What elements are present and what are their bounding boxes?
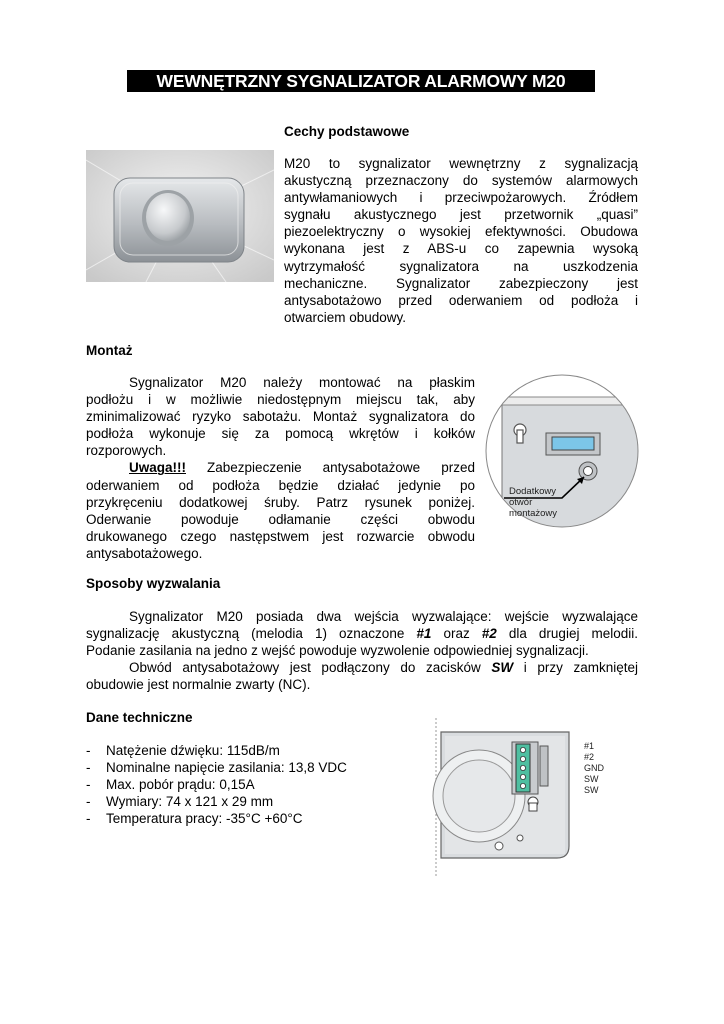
text-span: dla drugiej melodii.: [496, 626, 639, 642]
features-line: wytrzymałość sygnalizatora na uszkodzenia: [284, 258, 638, 274]
triggering-line: obudowie jest normalnie zwarty (NC).: [86, 677, 311, 693]
terminal-label: GND: [584, 763, 604, 773]
features-text: [284, 155, 638, 326]
mounting-figure: [484, 373, 640, 529]
device-photo: [86, 150, 274, 282]
triggering-line: [86, 659, 638, 676]
page-title: WEWNĘTRZNY SYGNALIZATOR ALARMOWY M20: [127, 70, 595, 92]
features-line: sygnału akustycznego jest przetwornik „quasi”: [284, 207, 638, 223]
terminal-label: SW: [584, 774, 599, 784]
sw-label: SW: [491, 660, 514, 676]
mounting-line: podłożu i w możliwie niedostępnym miejscu tak, aby: [86, 392, 475, 408]
text-span: i przy zamkniętej: [513, 660, 638, 676]
specs-heading: Dane techniczne: [86, 710, 193, 725]
triggering-heading: Sposoby wyzwalania: [86, 576, 221, 591]
input-2-label: #2: [481, 626, 497, 642]
caption-line: Dodatkowy: [509, 486, 556, 497]
features-line: antysabotażowo przed oderwaniem od podłoża i: [284, 292, 638, 308]
terminal-figure: [409, 718, 639, 878]
warning-line: przykręceniu dodatkowej śruby. Patrz rysunek poniżej.: [86, 494, 475, 510]
caption-line: montażowy: [509, 508, 558, 519]
spec-item: - Nominalne napięcie zasilania: 13,8 VDC: [86, 759, 347, 776]
features-line: piezoelektryczny o wysokiej efektywności. Obudowa: [284, 224, 638, 240]
spec-item: - Temperatura pracy: -35°C +60°C: [86, 810, 347, 827]
terminal-label: #1: [584, 741, 595, 751]
warning-line: antysabotażowego.: [86, 545, 203, 561]
warning-label: Uwaga!!!: [129, 460, 186, 476]
input-1-label: #1: [416, 626, 432, 642]
terminal-label: #2: [584, 752, 595, 762]
triggering-line: Podanie zasilania na jedno z wejść powoduje wyzwolenie odpowiedniej sygnalizacji.: [86, 643, 589, 659]
mounting-heading: Montaż: [86, 343, 133, 358]
triggering-line: [86, 625, 638, 642]
triggering-text: [86, 608, 638, 693]
text-span: Obwód antysabotażowy jest podłączony do zacisków: [129, 660, 492, 676]
text-span: oraz: [431, 626, 482, 642]
specs-list: [86, 742, 347, 827]
features-line: akustyczną przeznaczony do systemów alarmowych: [284, 173, 638, 189]
warning-text: Zabezpieczenie antysabotażowe przed: [186, 460, 475, 476]
mounting-text: [86, 374, 475, 562]
features-line: otwarciem obudowy.: [284, 309, 407, 325]
triggering-line: Sygnalizator M20 posiada dwa wejścia wyzwalające: wejście wyzwalające: [129, 609, 638, 624]
spec-item: - Natężenie dźwięku: 115dB/m: [86, 742, 347, 759]
features-line: antywłamaniowych i przeciwpożarowych. Źródłem: [284, 190, 638, 206]
text-span: sygnalizację akustyczną (melodia 1) oznaczone: [86, 626, 417, 642]
warning-line: drukowanego czego następstwem jest rozwarcie obwodu: [86, 528, 475, 544]
features-heading: Cechy podstawowe: [284, 124, 410, 139]
features-line: wykonana jest z ABS-u co zapewnia wysoką: [284, 241, 638, 257]
warning-line: [86, 459, 475, 476]
mounting-line: Sygnalizator M20 należy montować na płaskim: [129, 375, 475, 390]
features-line: M20 to sygnalizator wewnętrzny z sygnalizacją: [284, 156, 638, 171]
caption-line: otwór: [509, 497, 533, 508]
terminal-labels: [584, 741, 604, 796]
mounting-line: rozporowych.: [86, 443, 167, 459]
mounting-line: zminimalizować ryzyko sabotażu. Montaż sygnalizatora do: [86, 409, 475, 425]
figure-caption: [509, 486, 557, 519]
warning-line: Oderwanie powoduje odłamanie części obwodu: [86, 511, 475, 527]
features-line: mechaniczne. Sygnalizator zabezpieczony jest: [284, 275, 638, 291]
spec-item: - Max. pobór prądu: 0,15A: [86, 776, 347, 793]
terminal-label: SW: [584, 785, 599, 795]
spec-item: - Wymiary: 74 x 121 x 29 mm: [86, 793, 347, 810]
mounting-line: podłoża wykonuje się za pomocą wkrętów i kołków: [86, 426, 475, 442]
warning-line: oderwaniem od podłoża będzie działać jedynie po: [86, 477, 475, 493]
